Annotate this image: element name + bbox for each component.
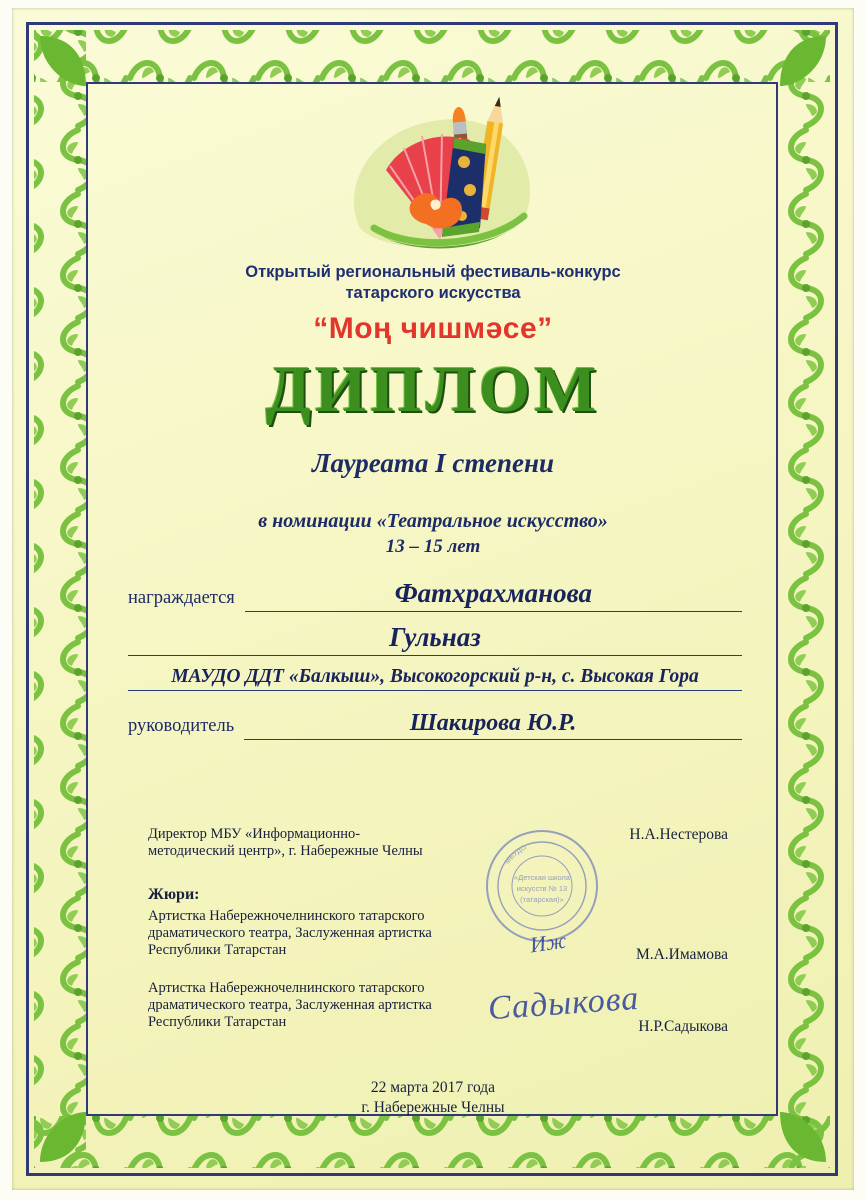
jury-2-role-line3: Республики Татарстан bbox=[148, 1014, 287, 1030]
jury-1-role-line2: драматического театра, Заслуженная артистка bbox=[148, 925, 432, 941]
jury-1-role-line1: Артистка Набережночелнинского татарского bbox=[148, 908, 425, 924]
svg-text:(татарская)»: (татарская)» bbox=[520, 895, 564, 904]
handwritten-signature-1: Иж bbox=[528, 927, 568, 958]
awardee-surname-value: Фатхрахманова bbox=[245, 578, 742, 612]
head-label: руководитель bbox=[128, 716, 235, 736]
svg-text:МБУДО: МБУДО bbox=[504, 844, 528, 866]
age-group-line: 13 – 15 лет bbox=[385, 536, 481, 557]
svg-text:искусств № 13: искусств № 13 bbox=[516, 884, 568, 893]
footer-block bbox=[120, 1078, 746, 1118]
awardee-name-value: Гульназ bbox=[128, 622, 742, 656]
issue-date: 22 марта 2017 года bbox=[370, 1079, 496, 1096]
festival-title-line2: татарского искусства bbox=[345, 284, 521, 302]
festival-title bbox=[120, 262, 746, 304]
jury-label: Жюри: bbox=[148, 886, 200, 903]
jury-1-role bbox=[148, 908, 432, 959]
jury-1-role-line3: Республики Татарстан bbox=[148, 942, 287, 958]
director-role-line1: Директор МБУ «Информационно- bbox=[148, 826, 361, 842]
jury-1-name: М.А.Имамова bbox=[635, 946, 728, 963]
jury-member-row-1 bbox=[148, 908, 728, 964]
award-label: награждается bbox=[128, 588, 235, 608]
director-role-line2: методический центр», г. Набережные Челны bbox=[148, 843, 423, 859]
handwritten-signature-2: Садыкова bbox=[486, 979, 641, 1028]
jury-member-row-2 bbox=[148, 980, 728, 1036]
awardee-row bbox=[128, 578, 742, 612]
degree-line: Лауреата I степени bbox=[311, 448, 555, 478]
jury-2-role-line2: драматического театра, Заслуженная артистка bbox=[148, 997, 432, 1013]
festival-title-line1: Открытый региональный фестиваль-конкурс bbox=[245, 263, 621, 281]
awardee-name-row bbox=[128, 622, 742, 656]
jury-2-role-line1: Артистка Набережночелнинского татарского bbox=[148, 980, 425, 996]
svg-text:«Детская школа: «Детская школа bbox=[514, 873, 570, 882]
diploma-heading: ДИПЛОМ bbox=[265, 353, 601, 426]
organization-row bbox=[128, 666, 742, 691]
jury-2-name: Н.Р.Садыкова bbox=[638, 1018, 728, 1035]
organization-value: МАУДО ДДТ «Балкыш», Высокогорский р-н, с. Высокая Гора bbox=[128, 666, 742, 691]
director-name: Н.А.Нестерова bbox=[629, 826, 728, 843]
director-signature-row bbox=[148, 826, 728, 860]
issue-city: г. Набережные Челны bbox=[361, 1099, 505, 1116]
nomination-line: в номинации «Театральное искусство» bbox=[258, 510, 608, 532]
festival-name: “Моң чишмәсе” bbox=[313, 312, 553, 345]
festival-emblem-icon bbox=[330, 78, 550, 258]
head-row bbox=[128, 710, 742, 740]
director-role bbox=[148, 826, 423, 860]
head-name-value: Шакирова Ю.Р. bbox=[244, 710, 742, 740]
jury-2-role bbox=[148, 980, 432, 1031]
nomination-block bbox=[120, 508, 746, 560]
